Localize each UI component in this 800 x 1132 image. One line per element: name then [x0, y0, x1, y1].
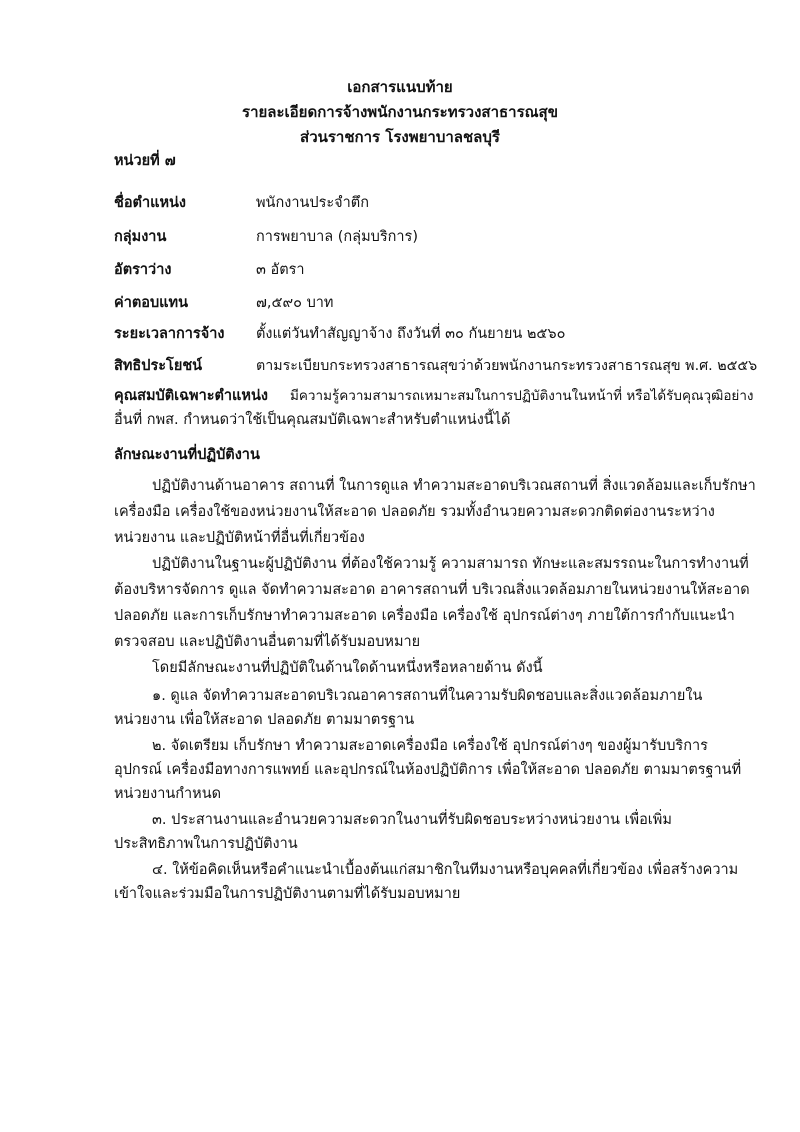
list-item: ๔. ให้ข้อคิดเห็นหรือคำแนะนำเบื้องต้นแก่สมาชิกในทีมงานหรือบุคคลที่เกี่ยวข้อง เพื่อสร้างความ — [152, 862, 739, 878]
position-value: พนักงานประจำตึก — [256, 195, 369, 211]
document-title: รายละเอียดการจ้างพนักงานกระทรวงสาธารณสุข — [242, 103, 558, 121]
qualifications-label: คุณสมบัติเฉพาะตำแหน่ง — [114, 388, 268, 404]
list-item: อุปกรณ์ เครื่องมือทางการแพทย์ และอุปกรณ์ในห้องปฏิบัติการ เพื่อให้สะอาด ปลอดภัย ตามมาตรฐานที่ — [114, 762, 742, 778]
attachment-title: เอกสารแนบท้าย — [347, 78, 453, 96]
qualifications-line: อื่นที่ กพส. กำหนดว่าใช้เป็นคุณสมบัติเฉพาะสำหรับตำแหน่งนี้ได้ — [114, 412, 511, 428]
list-item: ประสิทธิภาพในการปฏิบัติงาน — [114, 836, 298, 852]
paragraph-line: หน่วยงาน และปฏิบัติหน้าที่อื่นที่เกี่ยวข้อง — [114, 530, 365, 546]
agency-title: ส่วนราชการ โรงพยาบาลชลบุรี — [300, 128, 500, 146]
duties-heading: ลักษณะงานที่ปฏิบัติงาน — [114, 447, 260, 463]
paragraph-line: ปฏิบัติงานในฐานะผู้ปฏิบัติงาน ที่ต้องใช้ความรู้ ความสามารถ ทักษะและสมรรถนะในการทำงานที่ — [152, 556, 749, 572]
qualifications-line: มีความรู้ความสามารถเหมาะสมในการปฏิบัติงานในหน้าที่ หรือได้รับคุณวุฒิอย่าง — [290, 388, 754, 404]
term-value: ตั้งแต่วันทำสัญญาจ้าง ถึงวันที่ ๓๐ กันยายน ๒๕๖๐ — [256, 326, 566, 342]
paragraph-line: เครื่องมือ เครื่องใช้ของหน่วยงานให้สะอาด ปลอดภัย รวมทั้งอำนวยความสะดวกติดต่องานระหว่าง — [114, 504, 715, 520]
list-item: ๑. ดูแล จัดทำความสะอาดบริเวณอาคารสถานที่ในความรับผิดชอบและสิ่งแวดล้อมภายใน — [152, 688, 703, 704]
paragraph-line: ต้องบริหารจัดการ ดูแล จัดทำความสะอาด อาคารสถานที่ บริเวณสิ่งแวดล้อมภายในหน่วยงานให้สะอาด — [114, 582, 750, 598]
benefits-value: ตามระเบียบกระทรวงสาธารณสุขว่าด้วยพนักงานกระทรวงสาธารณสุข พ.ศ. ๒๕๕๖ — [256, 358, 758, 374]
salary-value: ๗,๕๙๐ บาท — [256, 295, 334, 311]
workgroup-value: การพยาบาล (กลุ่มบริการ) — [256, 229, 418, 245]
items-intro: โดยมีลักษณะงานที่ปฏิบัติในด้านใดด้านหนึ่งหรือหลายด้าน ดังนี้ — [152, 660, 543, 676]
list-item: ๒. จัดเตรียม เก็บรักษา ทำความสะอาดเครื่องมือ เครื่องใช้ อุปกรณ์ต่างๆ ของผู้มารับบริการ — [152, 738, 708, 754]
benefits-label: สิทธิประโยชน์ — [114, 358, 203, 374]
paragraph-line: ปลอดภัย และการเก็บรักษาทำความสะอาด เครื่องมือ เครื่องใช้ อุปกรณ์ต่างๆ ภายใต้การกำกับแนะนำ — [114, 608, 735, 624]
list-item: หน่วยงานกำหนด — [114, 786, 222, 802]
vacancy-value: ๓ อัตรา — [256, 262, 305, 278]
paragraph-line: ตรวจสอบ และปฏิบัติงานอื่นตามที่ได้รับมอบหมาย — [114, 634, 421, 650]
salary-label: ค่าตอบแทน — [114, 295, 188, 311]
list-item: ๓. ประสานงานและอำนวยความสะดวกในงานที่รับผิดชอบระหว่างหน่วยงาน เพื่อเพิ่ม — [152, 812, 672, 828]
vacancy-label: อัตราว่าง — [114, 262, 172, 278]
unit-number: หน่วยที่ ๗ — [114, 153, 176, 169]
list-item: เข้าใจและร่วมมือในการปฏิบัติงานตามที่ได้รับมอบหมาย — [114, 886, 461, 902]
position-label: ชื่อตำแหน่ง — [114, 195, 187, 211]
paragraph-line: ปฏิบัติงานด้านอาคาร สถานที่ ในการดูแล ทำความสะอาดบริเวณสถานที่ สิ่งแวดล้อมและเก็บรักษา — [152, 478, 756, 494]
workgroup-label: กลุ่มงาน — [114, 229, 167, 245]
term-label: ระยะเวลาการจ้าง — [114, 326, 225, 342]
list-item: หน่วยงาน เพื่อให้สะอาด ปลอดภัย ตามมาตรฐาน — [114, 712, 415, 728]
